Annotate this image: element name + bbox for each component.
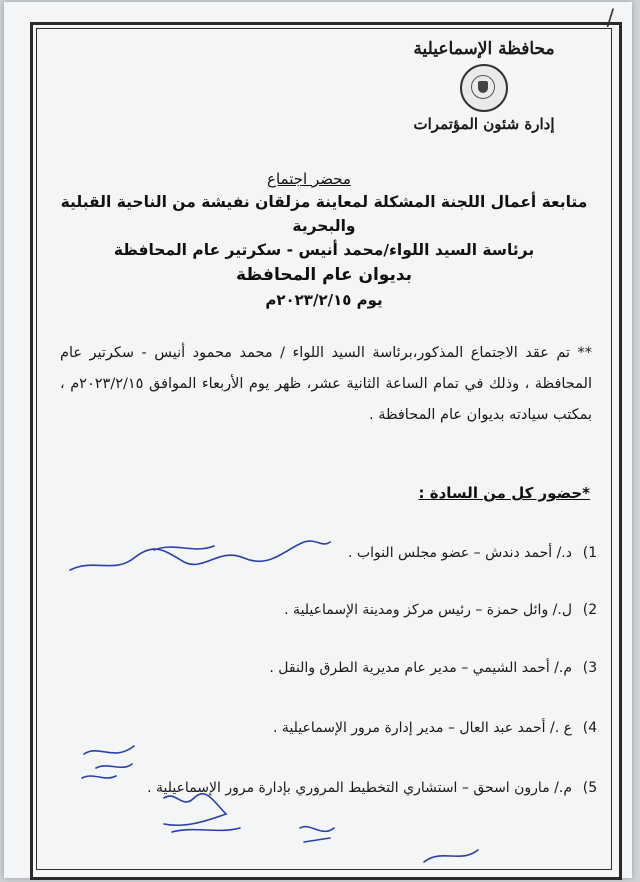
signature-1 [70,541,330,570]
title-line-1: متابعة أعمال اللجنة المشكلة لمعاينة مزلقان نفيشة من الناحية القبلية والبحرية [60,193,588,235]
attendee-text: ل./ وائل حمزة – رئيس مركز ومدينة الإسماعيلية . [284,602,572,618]
governorate-name: محافظة الإسماعيلية [413,39,555,59]
title-line-3: بديوان عام المحافظة [235,265,413,285]
signature-7 [424,850,478,862]
signature-5 [164,794,240,832]
department-name: إدارة شئون المؤتمرات [413,115,555,133]
attendee-number: 3) [582,660,598,676]
attendee-text: م./ مارون اسحق – استشاري التخطيط المروري بإدارة مرور الإسماعيلية . [147,780,572,796]
attendee-number: 1) [582,545,598,561]
attendee-text: م./ أحمد الشيمي – مدير عام مديرية الطرق والنقل . [269,660,572,676]
attendee-number: 5) [582,780,598,796]
handwritten-signatures [4,2,632,878]
attendee-number: 2) [582,602,598,618]
meeting-date: يوم ٢٠٢٣/٢/١٥م [265,291,383,309]
attendee-number: 4) [582,720,598,736]
title-line-2: برئاسة السيد اللواء/محمد أنيس - سكرتير عام المحافظة [113,241,535,259]
attendee-text: د./ أحمد دندش – عضو مجلس النواب . [348,545,572,561]
meeting-paragraph: ** تم عقد الاجتماع المذكور،برئاسة السيد اللواء / محمد محمود أنيس - سكرتير عام المحافظة ، وذلك في تمام الساعة الثانية عشر، ظهر يوم الأربعاء الموافق ٢٠٢٣/٢/١٥م ، بمكتب سيادته بديوان عام المحافظة . [60,345,592,423]
signature-4 [82,746,134,778]
document-sheet [4,2,632,878]
attendee-text: ع ./ أحمد عبد العال – مدير إدارة مرور الإسماعيلية . [273,720,572,736]
signature-6 [300,827,334,842]
attendees-heading: *حضور كل من السادة : [418,484,590,502]
corner-mark: / [606,6,614,31]
signature-1b [154,546,214,550]
minutes-label: محضر اجتماع [267,170,351,188]
